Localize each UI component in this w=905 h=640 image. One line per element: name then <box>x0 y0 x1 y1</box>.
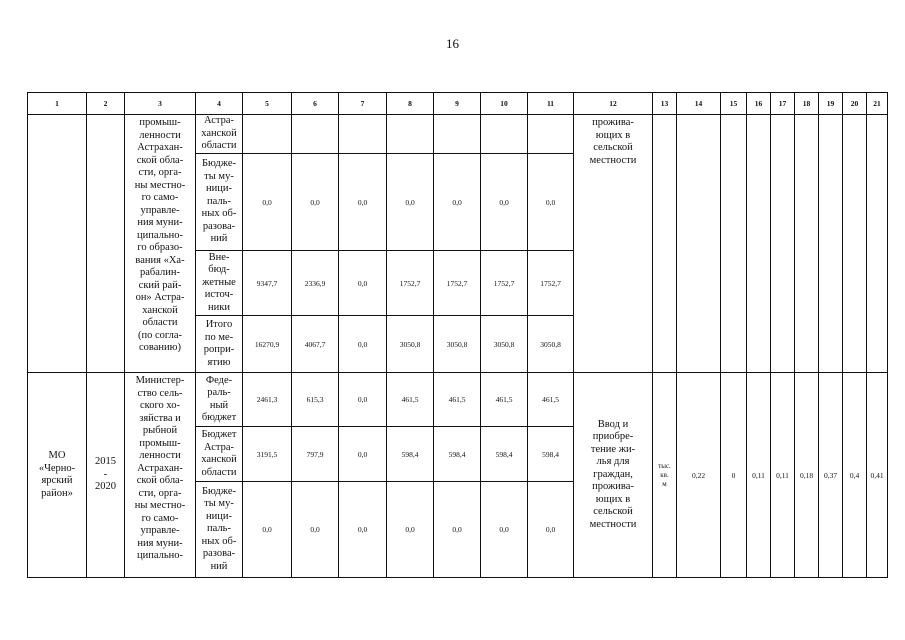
value-cell <box>387 115 434 154</box>
executor-text: промыш- ленности Астрахан- ской обла- сти, орга- ны местно- го само- управле- ния муни- ципально- го образо- вания «Ха- рабалин- ский рай- он» Астра- ханской области (по согла- сованию) <box>134 117 186 353</box>
value-cell: 598,4 <box>528 427 574 482</box>
value-cell <box>528 115 574 154</box>
value-cell <box>292 115 339 154</box>
value-cell <box>243 115 292 154</box>
value-cell: 3050,8 <box>387 316 434 373</box>
value-cell: 0,0 <box>243 482 292 578</box>
indicator-cell: 0,37 <box>819 373 843 578</box>
value-cell: 0,0 <box>387 482 434 578</box>
value-cell: 0,0 <box>339 482 387 578</box>
column-header: 21 <box>867 93 888 115</box>
table-row <box>28 373 888 427</box>
unit-cell <box>653 373 677 578</box>
municipality-cell <box>28 115 87 373</box>
column-header: 14 <box>677 93 721 115</box>
value-cell: 0,0 <box>481 154 528 251</box>
funding-source-cell <box>196 316 243 373</box>
value-cell: 797,9 <box>292 427 339 482</box>
value-cell: 598,4 <box>481 427 528 482</box>
indicator-cell <box>795 115 819 373</box>
table-row <box>28 115 888 154</box>
value-cell: 0,0 <box>292 482 339 578</box>
value-cell: 16270,9 <box>243 316 292 373</box>
funding-source-text: Бюдже- ты му- ници- паль- ных об- разова- ний <box>201 485 237 572</box>
column-header: 18 <box>795 93 819 115</box>
executor-text: Министер- ство сель- ского хо- зяйства и рыбной промыш- ленности Астрахан- ской обла- сти, орга- ны местно- го само- управле- ния муни- ципально- <box>134 375 186 561</box>
column-header: 9 <box>434 93 481 115</box>
funding-source-text: Бюдже- ты му- ници- паль- ных об- разова- ний <box>201 158 237 245</box>
column-header: 6 <box>292 93 339 115</box>
value-cell: 0,0 <box>387 154 434 251</box>
value-cell: 0,0 <box>528 482 574 578</box>
value-cell: 461,5 <box>481 373 528 427</box>
column-header: 4 <box>196 93 243 115</box>
column-number-row <box>28 93 888 115</box>
column-header: 2 <box>87 93 125 115</box>
value-cell: 2461,3 <box>243 373 292 427</box>
result-cell <box>574 115 653 373</box>
indicator-cell <box>819 115 843 373</box>
column-header: 20 <box>843 93 867 115</box>
funding-source-cell <box>196 251 243 316</box>
value-cell: 3050,8 <box>434 316 481 373</box>
value-cell: 615,3 <box>292 373 339 427</box>
municipality-cell <box>28 373 87 578</box>
value-cell: 0,0 <box>339 251 387 316</box>
executor-cell <box>125 115 196 373</box>
funding-source-cell <box>196 115 243 154</box>
value-cell: 1752,7 <box>481 251 528 316</box>
funding-source-text: Астра- ханской области <box>201 115 237 152</box>
indicator-cell: 0,11 <box>771 373 795 578</box>
period-cell <box>87 373 125 578</box>
indicator-cell: 0,11 <box>747 373 771 578</box>
value-cell: 0,0 <box>434 154 481 251</box>
value-cell: 1752,7 <box>528 251 574 316</box>
period-cell <box>87 115 125 373</box>
value-cell: 0,0 <box>243 154 292 251</box>
column-header: 12 <box>574 93 653 115</box>
column-header: 17 <box>771 93 795 115</box>
value-cell <box>481 115 528 154</box>
column-header: 8 <box>387 93 434 115</box>
column-header: 1 <box>28 93 87 115</box>
indicator-cell <box>721 115 747 373</box>
value-cell <box>339 115 387 154</box>
value-cell: 3050,8 <box>528 316 574 373</box>
indicator-cell: 0,4 <box>843 373 867 578</box>
result-text: Ввод и приобре- тение жи- лья для граждан, прожива- ющих в сельской местности <box>589 418 637 530</box>
column-header: 10 <box>481 93 528 115</box>
value-cell: 0,0 <box>339 316 387 373</box>
indicator-cell: 0,22 <box>677 373 721 578</box>
indicator-cell <box>677 115 721 373</box>
indicator-cell <box>867 115 888 373</box>
value-cell: 461,5 <box>528 373 574 427</box>
value-cell: 461,5 <box>387 373 434 427</box>
funding-source-text: Итого по ме- ропри- ятию <box>203 319 235 368</box>
page-number: 16 <box>446 36 459 51</box>
executor-cell <box>125 373 196 578</box>
column-header: 7 <box>339 93 387 115</box>
funding-source-cell <box>196 427 243 482</box>
indicator-cell <box>771 115 795 373</box>
funding-source-cell <box>196 482 243 578</box>
value-cell: 0,0 <box>339 427 387 482</box>
program-table <box>27 92 888 578</box>
value-cell: 1752,7 <box>434 251 481 316</box>
indicator-cell <box>843 115 867 373</box>
result-text: прожива- ющих в сельской местности <box>589 117 637 166</box>
value-cell: 0,0 <box>481 482 528 578</box>
value-cell: 2336,9 <box>292 251 339 316</box>
column-header: 19 <box>819 93 843 115</box>
value-cell: 0,0 <box>528 154 574 251</box>
value-cell <box>434 115 481 154</box>
period-text: 2015 - 2020 <box>95 456 116 493</box>
value-cell: 598,4 <box>434 427 481 482</box>
indicator-cell: 0 <box>721 373 747 578</box>
indicator-cell: 0,41 <box>867 373 888 578</box>
column-header: 5 <box>243 93 292 115</box>
unit-cell <box>653 115 677 373</box>
column-header: 13 <box>653 93 677 115</box>
unit-text: тыс. кв. м <box>658 461 671 488</box>
funding-source-text: Бюджет Астра- ханской области <box>201 429 237 478</box>
column-header: 16 <box>747 93 771 115</box>
value-cell: 0,0 <box>292 154 339 251</box>
value-cell: 3191,5 <box>243 427 292 482</box>
funding-source-cell <box>196 154 243 251</box>
value-cell: 9347,7 <box>243 251 292 316</box>
indicator-cell <box>747 115 771 373</box>
result-cell <box>574 373 653 578</box>
value-cell: 3050,8 <box>481 316 528 373</box>
funding-source-text: Вне- бюд- жетные источ- ники <box>202 251 236 313</box>
funding-source-text: Феде- раль- ный бюджет <box>201 374 237 423</box>
value-cell: 0,0 <box>339 154 387 251</box>
column-header: 3 <box>125 93 196 115</box>
indicator-cell: 0,18 <box>795 373 819 578</box>
value-cell: 0,0 <box>434 482 481 578</box>
column-header: 15 <box>721 93 747 115</box>
value-cell: 598,4 <box>387 427 434 482</box>
value-cell: 1752,7 <box>387 251 434 316</box>
column-header: 11 <box>528 93 574 115</box>
funding-source-cell <box>196 373 243 427</box>
value-cell: 4067,7 <box>292 316 339 373</box>
value-cell: 461,5 <box>434 373 481 427</box>
municipality-text: МО «Черно- ярский район» <box>38 450 76 499</box>
value-cell: 0,0 <box>339 373 387 427</box>
